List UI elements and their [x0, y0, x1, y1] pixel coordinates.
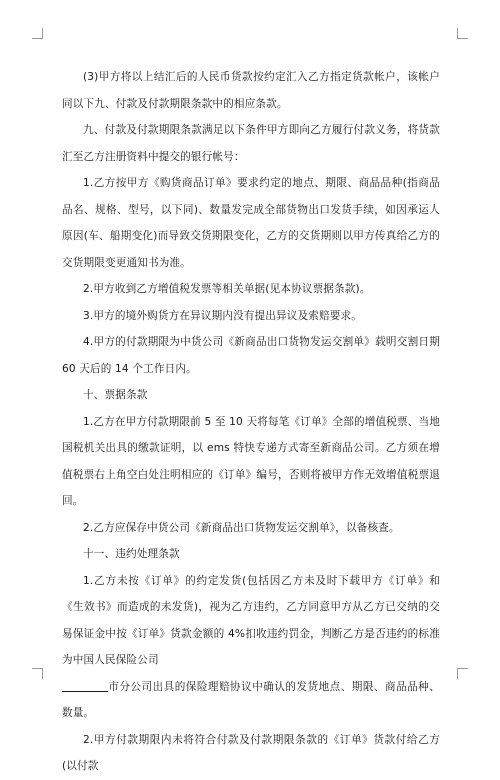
paragraph-payment-deadline: 4.甲方的付款期限为中货公司《新商品出口货物发运交割单》载明交割日期 60 天后的 14 个工作日内。 [62, 336, 440, 375]
crop-mark-top-left [32, 28, 43, 39]
paragraph-no-objection: 3.甲方的境外购货方在异议期内没有提出异议及索赔要求。 [83, 309, 362, 322]
paragraph-keep-delivery-form: 2.乙方应保存中货公司《新商品出口货物发运交割单》，以备核查。 [83, 521, 400, 534]
paragraph-breach-payment: 2.甲方付款期限内未将符合付款及付款期限条款的《订单》货款付给乙方(以付款 [62, 733, 440, 772]
paragraph-breach-delivery [62, 568, 440, 727]
blank-underline [62, 679, 108, 692]
crop-mark-bottom-left [32, 668, 43, 679]
document-body [62, 64, 440, 780]
paragraph-invoice-submission: 1.乙方在甲方付款期限前 5 至 10 天将每笔《订单》全部的增值税票、当地国税机关出具的缴款证明，以 ems 特快专递方式寄至新商品公司。乙方须在增值税票右上角空白处注明相应的《订单》编号，否则将被甲方作无效增值税票退回。 [62, 415, 440, 507]
crop-mark-bottom-right [457, 668, 468, 679]
crop-mark-top-right [457, 28, 468, 39]
section-heading-breach-terms: 十一、违约处理条款 [83, 548, 180, 560]
paragraph-delivery-condition: 1.乙方按甲方《购货商品订单》要求约定的地点、期限、商品品种(指商品品名、规格、型号，以下同)、数量发完成全部货物出口发货手续，如因承运人原因(车、船期变化)而导致交货期限变化，乙方的交货期则以甲方传真给乙方的交货期限变更通知书为准。 [62, 177, 440, 269]
breach-delivery-text: 1.乙方未按《订单》的约定发货(包括因乙方未及时下载甲方《订单》和《生效书》而造成的未发货)，视为乙方违约，乙方同意甲方从乙方已交纳的交易保证金中按《订单》货款金额的 4%扣收违约罚金，判断乙方是否违约的标准为中国人民保险公司 [62, 574, 440, 666]
section-heading-invoice-terms: 十、票据条款 [83, 389, 148, 401]
paragraph-remit-rmb: (3)甲方将以上结汇后的人民币货款按约定汇入乙方指定货款帐户，该帐户同以下九、付款及付款期限条款中的相应条款。 [62, 71, 440, 110]
paragraph-payment-terms: 九、付款及付款期限条款满足以下条件甲方即向乙方履行付款义务，将货款汇至乙方注册资料中提交的银行帐号： [62, 124, 440, 163]
paragraph-invoice-received: 2.甲方收到乙方增值税发票等相关单据(见本协议票据条款)。 [83, 283, 371, 295]
breach-delivery-continuation: 市分公司出具的保险理赔协议中确认的发货地点、期限、商品品种、数量。 [62, 680, 440, 719]
